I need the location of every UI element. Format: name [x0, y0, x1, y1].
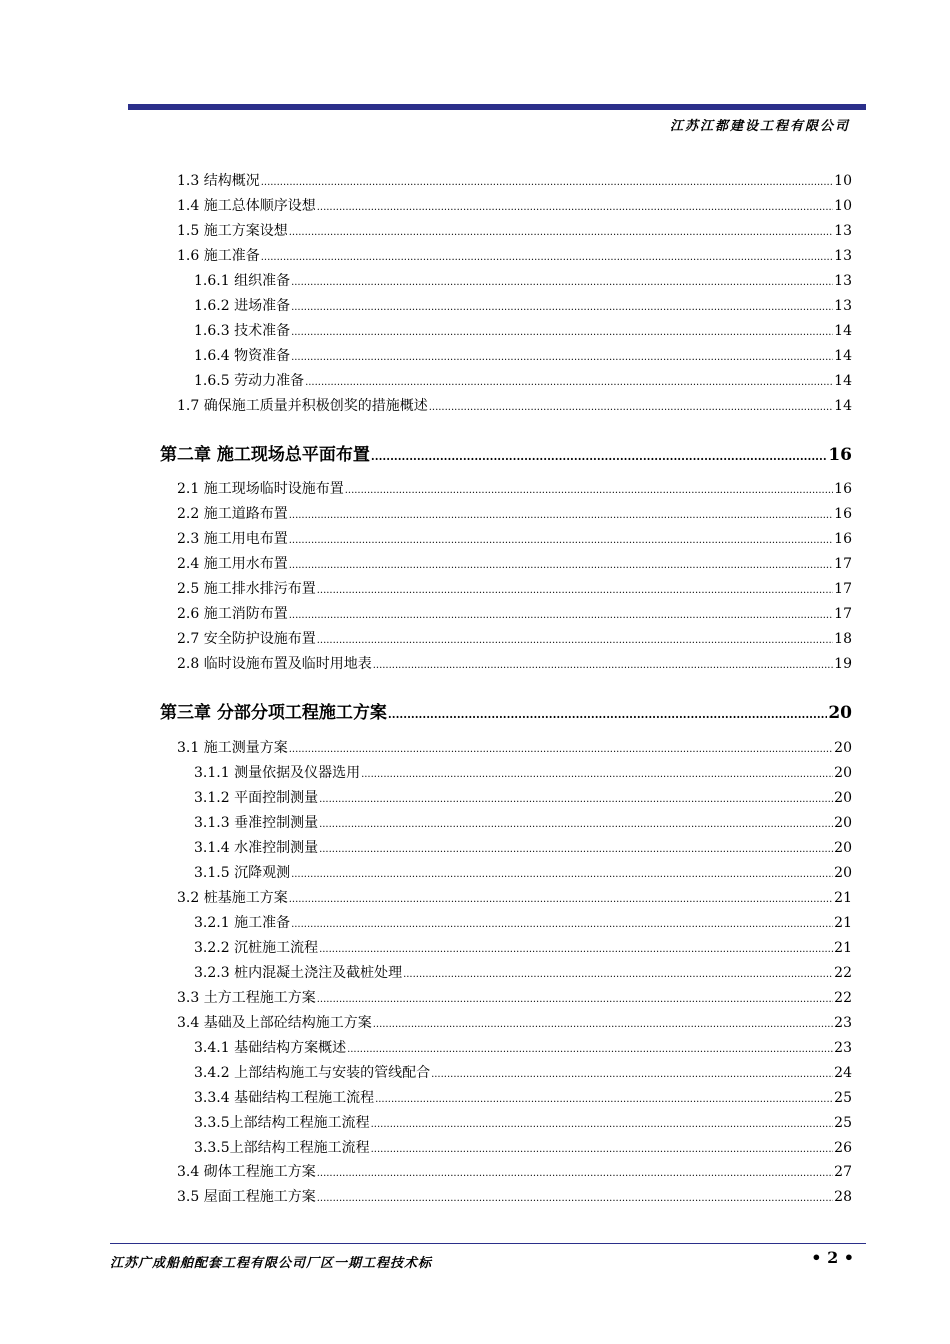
toc-entry-page: 10 — [834, 198, 852, 214]
toc-entry-page: 22 — [834, 965, 852, 981]
toc-entry-label: 3.3.5上部结构工程施工流程 — [194, 1140, 370, 1156]
toc-leader — [361, 765, 833, 781]
footer-rule — [110, 1243, 866, 1244]
header-company: 江苏江都建设工程有限公司 — [669, 119, 850, 134]
toc-entry-label: 3.4.1 基础结构方案概述 — [194, 1040, 347, 1056]
toc-leader — [375, 1090, 833, 1106]
toc-entry[interactable] — [194, 1112, 852, 1132]
toc-entry-page: 16 — [834, 481, 852, 497]
toc-leader — [371, 445, 827, 465]
toc-leader — [261, 173, 833, 189]
toc-leader — [371, 1115, 834, 1131]
toc-entry[interactable] — [177, 653, 852, 673]
toc-entry-page: 16 — [834, 531, 852, 547]
toc-chapter-label: 第二章 施工现场总平面布置 — [160, 445, 370, 465]
toc-leader — [317, 990, 833, 1006]
toc-leader — [347, 1040, 833, 1056]
toc-leader — [289, 531, 833, 547]
toc-entry-page: 17 — [834, 556, 852, 572]
toc-entry[interactable] — [177, 1186, 852, 1206]
toc-leader — [261, 248, 833, 264]
toc-entry-label: 1.3 结构概况 — [177, 173, 260, 189]
toc-entry-page: 18 — [834, 631, 852, 647]
toc-entry-label: 3.2.1 施工准备 — [194, 915, 291, 931]
toc-entry-label: 2.7 安全防护设施布置 — [177, 631, 316, 647]
toc-entry[interactable] — [194, 370, 852, 390]
toc-entry-label: 1.6 施工准备 — [177, 248, 260, 264]
toc-entry[interactable] — [194, 937, 852, 957]
toc-entry-page: 20 — [834, 765, 852, 781]
toc-leader — [289, 890, 833, 906]
toc-entry-page: 19 — [834, 656, 852, 672]
toc-entry-label: 3.2.2 沉桩施工流程 — [194, 940, 319, 956]
header-rule — [128, 104, 866, 110]
toc-leader — [289, 223, 833, 239]
toc-entry-page: 26 — [834, 1140, 852, 1156]
toc-entry-label: 3.4.2 上部结构施工与安装的管线配合 — [194, 1065, 431, 1081]
toc-entry-label: 2.6 施工消防布置 — [177, 606, 288, 622]
toc-entry[interactable] — [177, 395, 852, 415]
toc-entry-label: 3.1 施工测量方案 — [177, 740, 288, 756]
toc-entry-label: 2.2 施工道路布置 — [177, 506, 288, 522]
toc-leader — [305, 373, 833, 389]
toc-entry[interactable] — [194, 1037, 852, 1057]
toc-entry-page: 16 — [834, 506, 852, 522]
toc-entry-label: 1.6.4 物资准备 — [194, 348, 291, 364]
toc-entry[interactable] — [177, 1012, 852, 1032]
toc-entry-label: 2.3 施工用电布置 — [177, 531, 288, 547]
toc-entry[interactable] — [177, 737, 852, 757]
toc-leader — [317, 198, 833, 214]
toc-leader — [289, 556, 833, 572]
toc-leader — [345, 481, 833, 497]
toc-leader — [291, 323, 833, 339]
toc-entry[interactable] — [194, 787, 852, 807]
toc-entry[interactable] — [177, 987, 852, 1007]
toc-leader — [291, 348, 833, 364]
toc-entry[interactable] — [194, 320, 852, 340]
toc-entry[interactable] — [177, 170, 852, 190]
toc-entry-label: 3.5 屋面工程施工方案 — [177, 1189, 316, 1205]
toc-leader — [373, 1015, 833, 1031]
footer-title: 江苏广成船舶配套工程有限公司厂区一期工程技术标 — [110, 1256, 433, 1271]
toc-entry-label: 3.2 桩基施工方案 — [177, 890, 288, 906]
toc-entry[interactable] — [194, 1087, 852, 1107]
toc-leader — [431, 1065, 833, 1081]
toc-entry-page: 13 — [834, 248, 852, 264]
toc-entry[interactable] — [194, 295, 852, 315]
toc-entry[interactable] — [177, 887, 852, 907]
toc-entry-page: 22 — [834, 990, 852, 1006]
toc-leader — [289, 606, 833, 622]
toc-entry-page: 13 — [834, 273, 852, 289]
toc-entry-page: 14 — [834, 398, 852, 414]
toc-entry-label: 3.3.5上部结构工程施工流程 — [194, 1115, 370, 1131]
toc-entry-label: 3.4 砌体工程施工方案 — [177, 1164, 316, 1180]
toc-leader — [317, 581, 833, 597]
toc-entry-page: 25 — [834, 1090, 852, 1106]
toc-entry-page: 21 — [834, 890, 852, 906]
toc-leader — [319, 815, 833, 831]
toc-leader — [317, 1189, 833, 1205]
toc-entry-label: 2.5 施工排水排污布置 — [177, 581, 316, 597]
toc-entry-label: 2.1 施工现场临时设施布置 — [177, 481, 344, 497]
toc-leader — [319, 840, 833, 856]
toc-leader — [291, 273, 833, 289]
toc-entry-page: 14 — [834, 348, 852, 364]
toc-entry-label: 3.1.2 平面控制测量 — [194, 790, 319, 806]
toc-entry-page: 23 — [834, 1040, 852, 1056]
toc-entry-page: 14 — [834, 323, 852, 339]
toc-entry-label: 1.6.3 技术准备 — [194, 323, 291, 339]
toc-chapter-page: 16 — [828, 445, 852, 465]
toc-entry[interactable] — [177, 603, 852, 623]
toc-entry-label: 3.1.4 水准控制测量 — [194, 840, 319, 856]
toc-entry-label: 1.6.5 劳动力准备 — [194, 373, 305, 389]
toc-leader — [319, 940, 833, 956]
toc-entry-page: 17 — [834, 581, 852, 597]
toc-entry-page: 24 — [834, 1065, 852, 1081]
toc-entry-page: 28 — [834, 1189, 852, 1205]
toc-leader — [289, 740, 833, 756]
toc-entry-label: 1.6.2 进场准备 — [194, 298, 291, 314]
toc-entry-page: 25 — [834, 1115, 852, 1131]
toc-entry-page: 10 — [834, 173, 852, 189]
toc-entry-page: 20 — [834, 815, 852, 831]
toc-entry-label: 1.4 施工总体顺序设想 — [177, 198, 316, 214]
toc-entry[interactable] — [194, 837, 852, 857]
toc-entry[interactable] — [177, 503, 852, 523]
toc-chapter-page: 20 — [828, 703, 852, 723]
toc-entry-page: 17 — [834, 606, 852, 622]
toc-entry[interactable] — [177, 220, 852, 240]
toc-entry-label: 3.3.4 基础结构工程施工流程 — [194, 1090, 375, 1106]
toc-entry-page: 13 — [834, 298, 852, 314]
toc-entry[interactable] — [194, 862, 852, 882]
toc-entry[interactable] — [177, 195, 852, 215]
toc-entry-page: 20 — [834, 840, 852, 856]
toc-leader — [317, 1164, 833, 1180]
toc-entry[interactable] — [194, 345, 852, 365]
toc-entry[interactable] — [194, 962, 852, 982]
toc-leader — [429, 398, 833, 414]
toc-entry[interactable] — [177, 528, 852, 548]
page-number: • 2 • — [811, 1248, 854, 1267]
toc-entry-page: 21 — [834, 915, 852, 931]
toc-entry[interactable] — [194, 1137, 852, 1157]
toc-leader — [403, 965, 833, 981]
toc-leader — [291, 865, 833, 881]
toc-entry[interactable] — [177, 578, 852, 598]
toc-leader — [371, 1140, 834, 1156]
toc-entry-label: 3.1.1 测量依据及仪器选用 — [194, 765, 361, 781]
toc-leader — [317, 631, 833, 647]
toc-leader — [291, 298, 833, 314]
toc-entry-label: 3.4 基础及上部砼结构施工方案 — [177, 1015, 372, 1031]
toc-entry[interactable] — [177, 553, 852, 573]
toc-entry-label: 1.6.1 组织准备 — [194, 273, 291, 289]
toc-entry[interactable] — [194, 912, 852, 932]
toc-entry-page: 13 — [834, 223, 852, 239]
toc-entry-label: 3.3 土方工程施工方案 — [177, 990, 316, 1006]
toc-entry[interactable] — [194, 812, 852, 832]
toc-leader — [373, 656, 833, 672]
toc-entry-label: 2.8 临时设施布置及临时用地表 — [177, 656, 372, 672]
toc-leader — [291, 915, 833, 931]
toc-entry-label: 1.5 施工方案设想 — [177, 223, 288, 239]
toc-entry-label: 3.2.3 桩内混凝土浇注及截桩处理 — [194, 965, 403, 981]
toc-entry-page: 21 — [834, 940, 852, 956]
toc-entry-page: 20 — [834, 865, 852, 881]
toc-entry-page: 27 — [834, 1164, 852, 1180]
toc-entry[interactable] — [177, 628, 852, 648]
toc-entry-label: 1.7 确保施工质量并积极创奖的措施概述 — [177, 398, 428, 414]
toc-entry[interactable] — [177, 245, 852, 265]
toc-entry[interactable] — [177, 1161, 852, 1181]
toc-leader — [319, 790, 833, 806]
toc-entry-label: 3.1.3 垂准控制测量 — [194, 815, 319, 831]
toc-entry-page: 23 — [834, 1015, 852, 1031]
toc-leader — [388, 703, 827, 723]
toc-entry[interactable] — [177, 478, 852, 498]
toc-entry[interactable] — [194, 1062, 852, 1082]
toc-entry[interactable] — [194, 270, 852, 290]
toc-entry-label: 2.4 施工用水布置 — [177, 556, 288, 572]
toc-chapter-label: 第三章 分部分项工程施工方案 — [160, 703, 387, 723]
toc-entry[interactable] — [194, 762, 852, 782]
toc-entry-page: 14 — [834, 373, 852, 389]
toc-entry-label: 3.1.5 沉降观测 — [194, 865, 291, 881]
toc-entry-page: 20 — [834, 740, 852, 756]
toc-entry-page: 20 — [834, 790, 852, 806]
toc-chapter[interactable] — [160, 698, 852, 722]
toc-chapter[interactable] — [160, 440, 852, 464]
toc-leader — [289, 506, 833, 522]
